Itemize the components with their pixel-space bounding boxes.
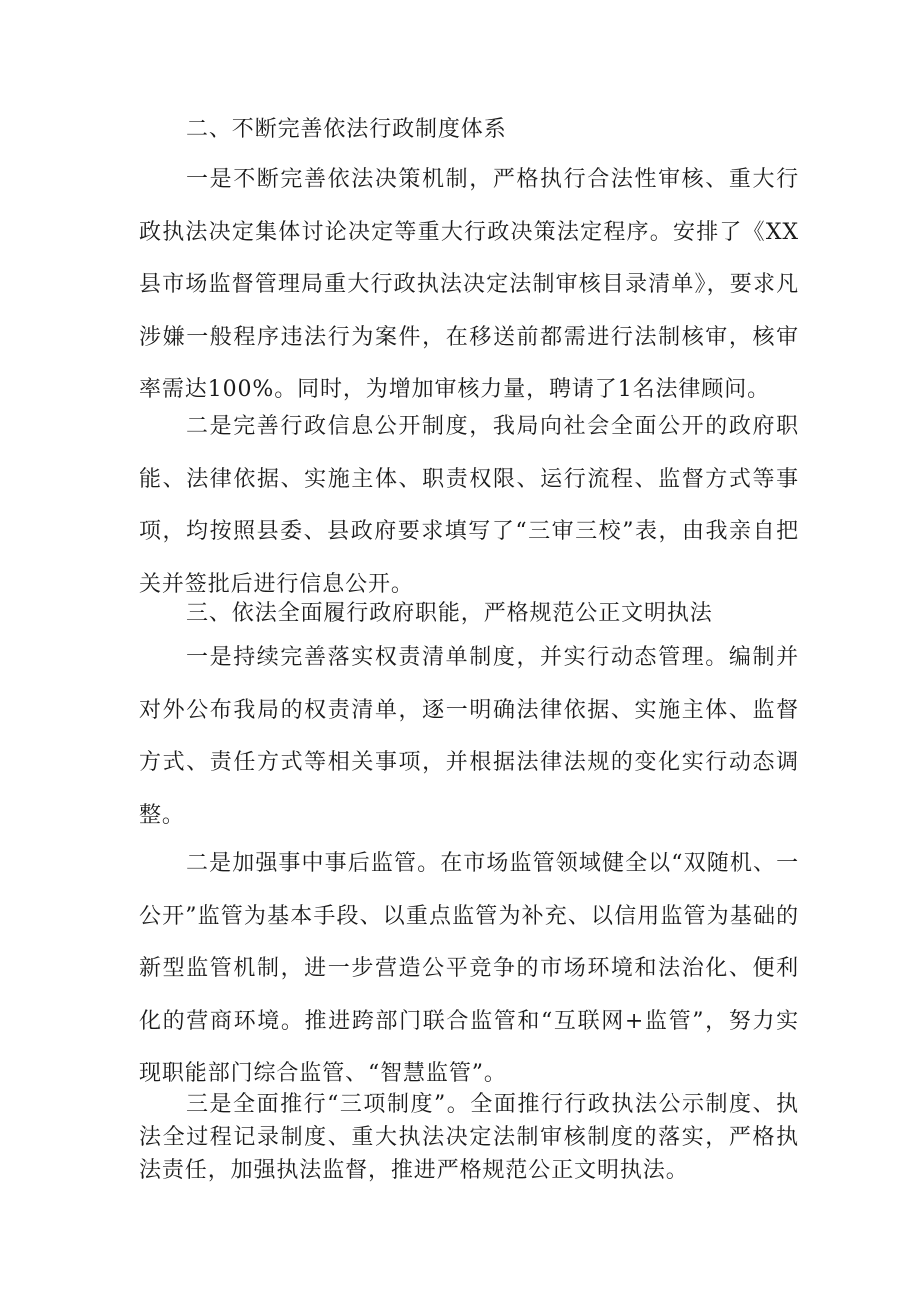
paragraph-power-list: 一是持续完善落实权责清单制度，并实行动态管理。编制并对外公布我局的权责清单，逐一明确法律依据、实施主体、监督方式、责任方式等相关事项，并根据法律法规的变化实行动态调整。 [139, 645, 799, 828]
section-heading-3: 三、依法全面履行政府职能，严格规范公正文明执法 [186, 601, 713, 626]
section-heading-2: 二、不断完善依法行政制度体系 [186, 117, 507, 142]
paragraph-three-systems: 三是全面推行“三项制度”。全面推行行政执法公示制度、执法全过程记录制度、重大执法决定法制审核制度的落实，严格执法责任，加强执法监督，推进严格规范公正文明执法。 [139, 1092, 799, 1183]
paragraph-decision-mechanism: 一是不断完善依法决策机制，严格执行合法性审核、重大行政执法决定集体讨论决定等重大行政决策法定程序。安排了《XX县市场监督管理局重大行政执法决定法制审核目录清单》，要求凡涉嫌一般程序违法行为案件，在移送前都需进行法制核审，核审率需达100%。同时，为增加审核力量，聘请了1名法律顾问。 [139, 167, 799, 402]
paragraph-supervision: 二是加强事中事后监管。在市场监管领域健全以“双随机、一公开”监管为基本手段、以重点监管为补充、以信用监管为基础的新型监管机制，进一步营造公平竞争的市场环境和法治化、便利化的营商环境。推进跨部门联合监管和“互联网+监管”，努力实现职能部门综合监管、“智慧监管”。 [139, 851, 799, 1086]
paragraph-information-disclosure: 二是完善行政信息公开制度，我局向社会全面公开的政府职能、法律依据、实施主体、职责权限、运行流程、监督方式等事项，均按照县委、县政府要求填写了“三审三校”表，由我亲自把关并签批后进行信息公开。 [139, 414, 799, 597]
